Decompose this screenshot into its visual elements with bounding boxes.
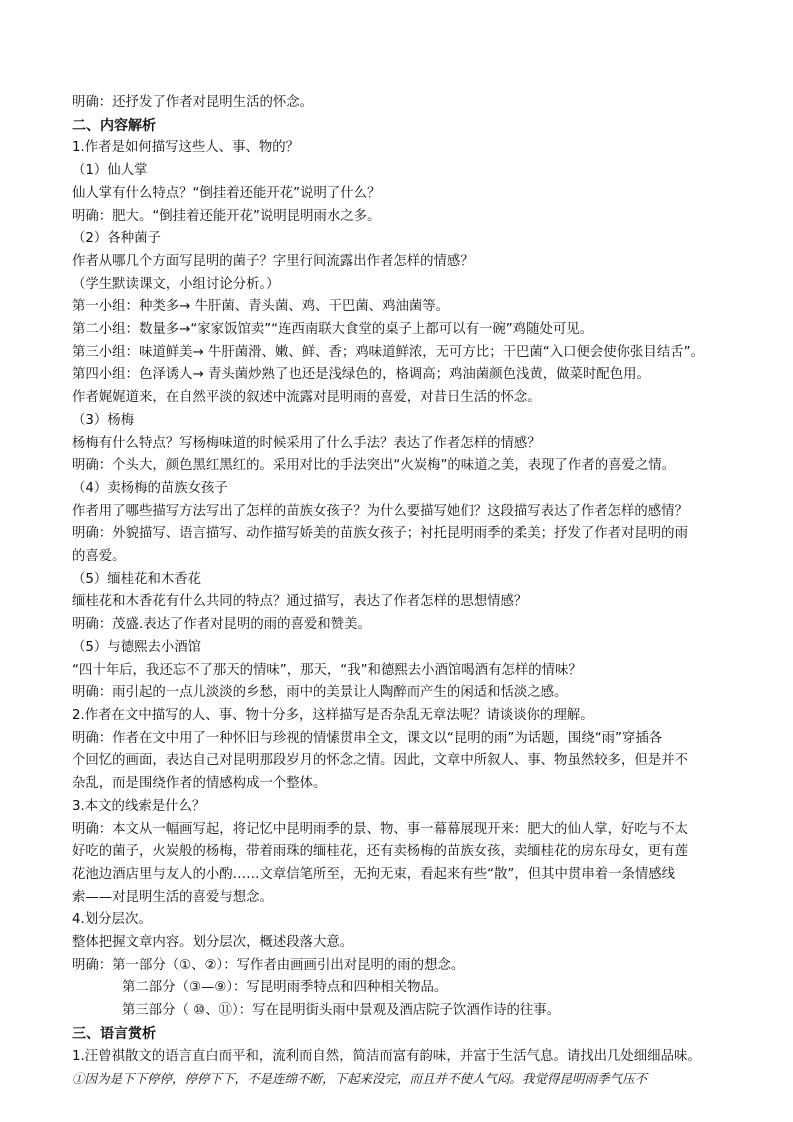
text-line: 明确：个头大，颜色黑红黑红的。采用对比的手法突出“火炭梅”的味道之美，表现了作者的喜爱之情。 <box>72 458 676 474</box>
text-line: （1）仙人掌 <box>72 163 148 179</box>
text-line: 的喜爱。 <box>72 549 126 565</box>
text-line: ①因为是下下停停，停停下下，不是连绵不断，下起来没完，而且并不使人气闷。我觉得昆明雨季气压不 <box>72 1071 648 1087</box>
text-line: 第三部分（ ⑩、⑪）：写在昆明街头雨中景观及酒店院子饮酒作诗的往事。 <box>122 1003 561 1019</box>
text-line: 4.划分层次。 <box>72 912 152 928</box>
text-line: 1.汪曾祺散文的语言直白而平和，流利而自然，简洁而富有韵味，并富于生活气息。请找出几处细细品味。 <box>72 1048 701 1064</box>
text-line: （2）各种菌子 <box>72 231 161 247</box>
text-line: 2.作者在文中描写的人、事、物十分多，这样描写是否杂乱无章法呢？请谈谈你的理解。 <box>72 707 594 723</box>
text-line: “四十年后，我还忘不了那天的情味”，那天，“我”和德熙去小酒馆喝酒有怎样的情味？ <box>72 662 582 678</box>
text-line: 花池边酒店里与友人的小酌……文章信笔所至，无拘无束，看起来有些“散”，但其中贯串着一条情感线 <box>72 866 676 882</box>
text-line: 1.作者是如何描写这些人、事、物的？ <box>72 140 300 156</box>
section-heading: 三、语言赏析 <box>72 1025 156 1042</box>
text-line: 仙人掌有什么特点？“倒挂着还能开花”说明了什么？ <box>72 185 381 201</box>
text-line: 明确：雨引起的一点儿淡淡的乡愁，雨中的美景让人陶醉而产生的闲适和恬淡之感。 <box>72 685 568 701</box>
text-line: （5）与德熙去小酒馆 <box>72 639 202 655</box>
text-line: （学生默读课文，小组讨论分析。） <box>72 276 280 292</box>
text-line: 第一小组：种类多→ 牛肝菌、青头菌、鸡、干巴菌、鸡油菌等。 <box>72 299 450 315</box>
text-line: （4）卖杨梅的苗族女孩子 <box>72 480 228 496</box>
text-line: （5）缅桂花和木香花 <box>72 571 202 587</box>
section-heading: 二、内容解析 <box>72 117 156 134</box>
text-line: 作者从哪几个方面写昆明的菌子？字里行间流露出作者怎样的情感？ <box>72 253 474 269</box>
text-line: 好吃的菌子，火炭般的杨梅，带着雨珠的缅桂花，还有卖杨梅的苗族女孩，卖缅桂花的房东母女，更有莲 <box>72 844 688 860</box>
text-line: 第二小组：数量多→“家家饭馆卖”“连西南联大食堂的桌子上都可以有一碗”鸡随处可见。 <box>72 322 594 338</box>
text-line: 明确：外貌描写、语言描写、动作描写娇美的苗族女孩子；衬托昆明雨季的柔美；抒发了作者对昆明的雨 <box>72 526 688 542</box>
text-line: （3）杨梅 <box>72 412 135 428</box>
text-line: 个回忆的画面，表达自己对昆明那段岁月的怀念之情。因此，文章中所叙人、事、物虽然较多，但是并不 <box>72 753 688 769</box>
text-line: 3.本文的线索是什么？ <box>72 798 206 814</box>
text-line: 杂乱，而是围绕作者的情感构成一个整体。 <box>72 776 327 792</box>
document-page <box>72 92 728 1091</box>
text-line: 第三小组：味道鲜美→ 牛肝菌滑、嫩、鲜、香；鸡味道鲜浓，无可方比；干巴菌“入口便会使你张目结舌”。 <box>72 344 704 360</box>
text-line: 明确：肥大。“倒挂着还能开花”说明昆明雨水之多。 <box>72 208 381 224</box>
text-line: 整体把握文章内容。划分层次，概述段落大意。 <box>72 935 354 951</box>
text-line: 杨梅有什么特点？写杨梅味道的时候采用了什么手法？表达了作者怎样的情感？ <box>72 435 541 451</box>
text-line: 作者娓娓道来，在自然平淡的叙述中流露对昆明雨的喜爱，对昔日生活的怀念。 <box>72 390 541 406</box>
text-line: 明确：本文从一幅画写起，将记忆中昆明雨季的景、物、事一幕幕展现开来：肥大的仙人掌，好吃与不太 <box>72 821 688 837</box>
text-line: 作者用了哪些描写方法写出了怎样的苗族女孩子？为什么要描写她们？这段描写表达了作者怎样的感情？ <box>72 503 688 519</box>
text-line: 第四小组：色泽诱人→ 青头菌炒熟了也还是浅绿色的，格调高；鸡油菌颜色浅黄，做菜时配色用。 <box>72 367 650 383</box>
text-line: 明确：茂盛.表达了作者对昆明的雨的喜爱和赞美。 <box>72 617 371 633</box>
text-line: 缅桂花和木香花有什么共同的特点？通过描写，表达了作者怎样的思想情感？ <box>72 594 528 610</box>
text-line: 明确：第一部分（①、②）：写作者由画画引出对昆明的雨的想念。 <box>72 957 465 973</box>
text-line: 明确：还抒发了作者对昆明生活的怀念。 <box>72 95 314 110</box>
text-line: 第二部分（③—⑨）：写昆明雨季特点和四种相关物品。 <box>122 980 448 996</box>
text-line: 明确：作者在文中用了一种怀旧与珍视的情愫贯串全文，课文以“昆明的雨”为话题，围绕“雨”穿插各 <box>72 730 663 746</box>
text-line: 索——对昆明生活的喜爱与想念。 <box>72 889 273 905</box>
